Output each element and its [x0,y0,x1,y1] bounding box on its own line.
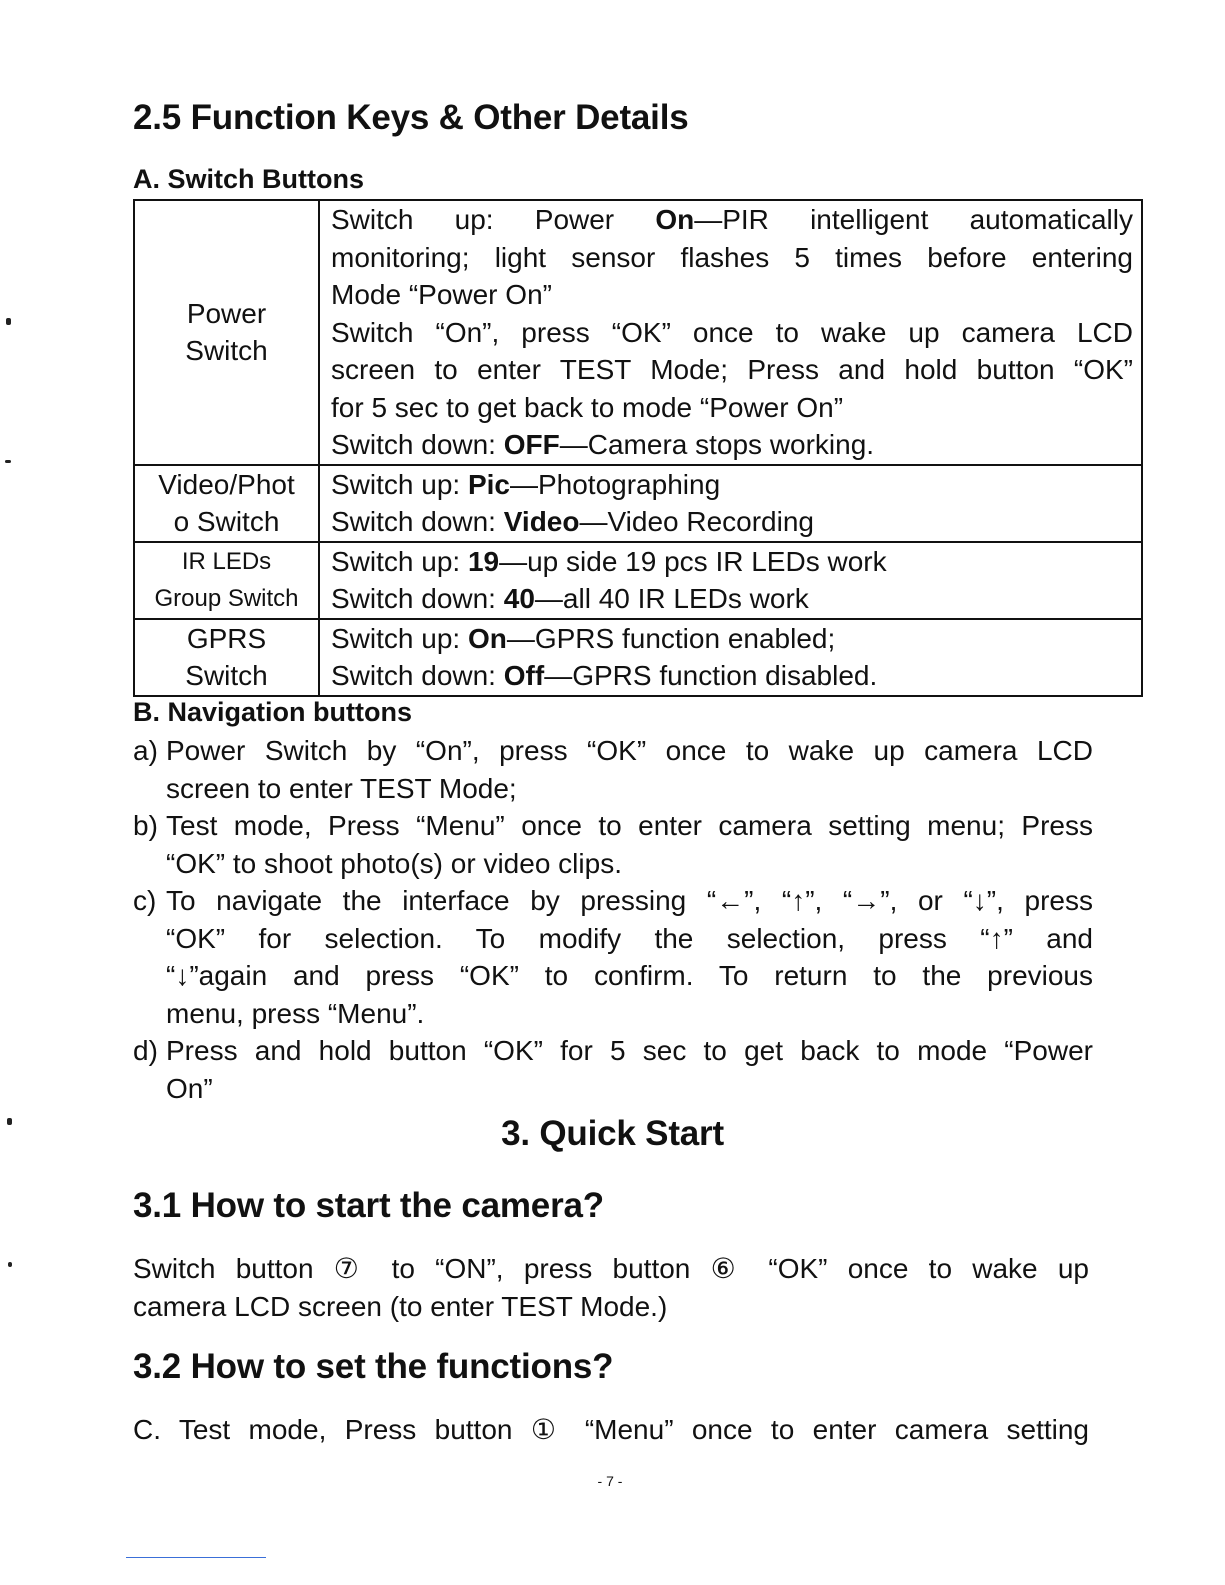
list-marker: d) [133,1035,158,1066]
list-line: menu, press “Menu”. [166,997,425,1029]
list-item [133,1032,1093,1107]
footer-rule [126,1557,266,1558]
label-line: IR LEDs [181,548,272,575]
para-line: Switch button ⑦ to “ON”, press button ⑥ “OK” once to wake up [133,1253,1089,1284]
section-3-2-title: 3.2 How to set the functions? [133,1347,614,1386]
section-3-2-text [133,1411,1089,1449]
video-photo-switch-label [134,465,319,542]
scan-mark [6,318,11,325]
desc-line: for 5 sec to get back to mode “Power On” [331,391,844,423]
ir-leds-switch-label [134,542,319,619]
label-line: Switch [185,335,268,367]
desc-line: Switch up: 19—up side 19 pcs IR LEDs work [331,545,887,577]
list-line: To navigate the interface by pressing “←”, “↑”, “→”, or “↓”, press [166,885,1093,916]
desc-line: Switch up: On—GPRS function enabled; [331,622,836,654]
desc-line: Switch up: Power On—PIR intelligent automatically [331,204,1133,235]
label-line: GPRS [186,623,267,654]
section-3-1-text [133,1250,1089,1325]
desc-line: Switch down: OFF—Camera stops working. [331,429,875,460]
bold-term: Pic [467,468,510,500]
list-line: “↓”again and press “OK” to confirm. To return to the previous [166,960,1093,991]
bold-term: OFF [503,429,560,460]
desc-line: monitoring; light sensor flashes 5 times before entering [331,241,1133,273]
list-line: screen to enter TEST Mode; [166,772,517,804]
list-marker: b) [133,810,158,841]
bold-term: Video [503,506,580,537]
gprs-switch-label [134,619,319,696]
desc-line: Switch down: Off—GPRS function disabled. [331,660,878,691]
section-a-title: A. Switch Buttons [133,164,364,194]
list-marker: a) [133,735,158,766]
list-line: “OK” to shoot photo(s) or video clips. [166,847,622,879]
power-switch-label [134,200,319,465]
label-line: Power [186,298,267,330]
bold-term: 40 [503,583,535,614]
desc-line: screen to enter TEST Mode; Press and hold button “OK” [331,354,1133,385]
desc-line: Switch down: Video—Video Recording [331,506,814,537]
section-3-1-title: 3.1 How to start the camera? [133,1186,604,1225]
label-line: o Switch [173,506,280,537]
bold-term: 19 [467,545,500,577]
section-b-title: B. Navigation buttons [133,697,412,727]
desc-line: Mode “Power On” [331,279,552,310]
scan-mark [5,460,11,463]
ir-leds-switch-description [319,542,1142,619]
list-line: Test mode, Press “Menu” once to enter camera setting menu; Press [166,810,1093,841]
label-line: Switch [185,660,268,691]
bold-term: On [655,204,695,235]
list-line: On” [166,1072,213,1104]
table-row [134,619,1142,696]
table-row [134,200,1142,465]
desc-line: Switch down: 40—all 40 IR LEDs work [331,583,809,614]
list-item [133,807,1093,882]
page-number: - 7 - [597,1473,623,1489]
list-line: “OK” for selection. To modify the selection, press “↑” and [166,922,1093,954]
scan-mark [8,1262,12,1267]
label-line: Video/Phot [158,469,295,500]
desc-line: Switch up: Pic—Photographing [331,468,721,500]
desc-line: Switch “On”, press “OK” once to wake up camera LCD [331,316,1133,348]
section-3-title: 3. Quick Start [501,1114,724,1153]
gprs-switch-description [319,619,1142,696]
label-line: Group Switch [154,585,299,612]
list-line: Press and hold button “OK” for 5 sec to get back to mode “Power [166,1035,1093,1066]
video-photo-switch-description [319,465,1142,542]
para-line: camera LCD screen (to enter TEST Mode.) [133,1290,668,1322]
table-row [134,542,1142,619]
power-switch-description [319,200,1142,465]
list-item [133,732,1093,807]
section-2-5-title: 2.5 Function Keys & Other Details [133,98,689,137]
switch-buttons-table [133,199,1143,697]
list-marker: c) [133,885,157,916]
list-line: Power Switch by “On”, press “OK” once to wake up camera LCD [166,735,1093,766]
bold-term: On [467,622,507,654]
bold-term: Off [503,660,545,691]
table-row [134,465,1142,542]
list-item [133,882,1093,1032]
para-line: C. Test mode, Press button ① “Menu” once to enter camera setting [133,1414,1089,1445]
